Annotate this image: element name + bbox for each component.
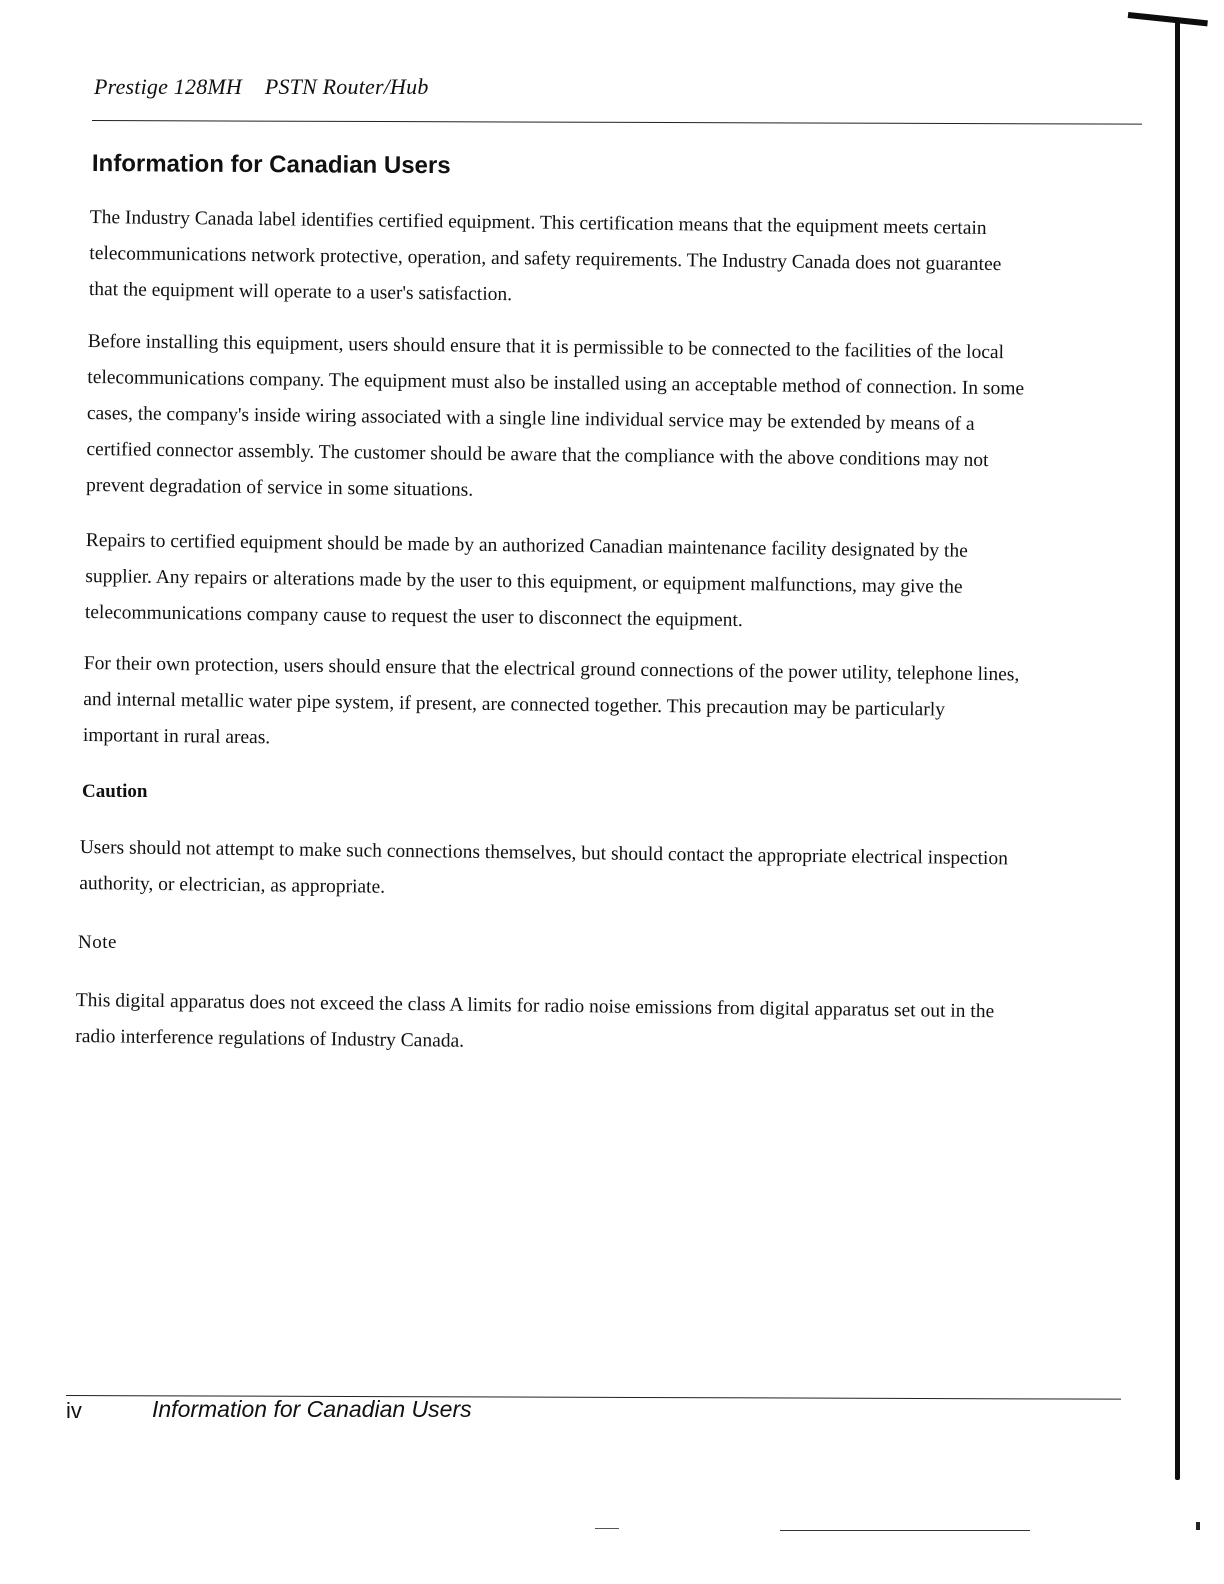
- scan-speck: [595, 1528, 619, 1529]
- paragraph-line: Users should not attempt to make such connections themselves, but should contact the appropriate electrical inspection: [79, 836, 1009, 870]
- scan-speck: [1196, 1522, 1200, 1530]
- paragraph-line: that the equipment will operate to a user's satisfaction.: [88, 278, 513, 306]
- scan-binding-edge: [1175, 20, 1180, 1480]
- paragraph-line: important in rural areas.: [82, 724, 271, 749]
- section-heading: Information for Canadian Users: [91, 150, 451, 180]
- paragraph-line: telecommunications company cause to request the user to disconnect the equipment.: [84, 601, 743, 632]
- paragraph-line: supplier. Any repairs or alterations made by the user to this equipment, or equipment malfunctions, may give the: [85, 565, 963, 598]
- note-paragraph: [75, 983, 994, 1066]
- paragraph-line: Repairs to certified equipment should be made by an authorized Canadian maintenance facility designated by the: [85, 529, 968, 562]
- header-rule: [92, 120, 1142, 125]
- note-heading: Note: [78, 932, 117, 953]
- paragraph-line: cases, the company's inside wiring associated with a single line individual service may be extended by means of a: [86, 402, 975, 435]
- paragraph-line: authority, or electrician, as appropriate.: [79, 872, 386, 898]
- scan-binding-cap: [1128, 12, 1208, 26]
- paragraph-before-installing: [86, 324, 1025, 515]
- paragraph-line: For their own protection, users should ensure that the electrical ground connections of the power utility, telephone lines,: [83, 652, 1020, 686]
- paragraph-line: certified connector assembly. The customer should be aware that the compliance with the above conditions may not: [86, 438, 989, 472]
- paragraph-own-protection: [83, 646, 1020, 765]
- paragraph-line: This digital apparatus does not exceed the class A limits for radio noise emissions from digital apparatus set out in the: [75, 989, 995, 1023]
- scan-speck: [780, 1530, 1030, 1531]
- paragraph-line: and internal metallic water pipe system, if present, are connected together. This precaution may be particularly: [83, 688, 946, 721]
- footer-page-number: iv: [66, 1398, 82, 1423]
- paragraph-line: telecommunications network protective, operation, and safety requirements. The Industry Canada does not guarantee: [89, 242, 1002, 276]
- paragraph-industry-canada-label: [89, 200, 1002, 319]
- paragraph-line: telecommunications company. The equipment must also be installed using an acceptable method of connection. In some: [87, 366, 1025, 400]
- running-header: Prestige 128MH PSTN Router/Hub: [94, 74, 429, 99]
- paragraph-line: prevent degradation of service in some situations.: [85, 474, 474, 501]
- paragraph-line: The Industry Canada label identifies certified equipment. This certification means that the equipment meets certain: [89, 206, 987, 239]
- paragraph-repairs: [85, 523, 968, 642]
- paragraph-line: Before installing this equipment, users should ensure that it is permissible to be connected to the facilities of the local: [87, 330, 1005, 364]
- footer-title: Information for Canadian Users: [152, 1396, 472, 1422]
- caution-paragraph: [79, 830, 1008, 913]
- paragraph-line: radio interference regulations of Industry Canada.: [75, 1025, 465, 1052]
- caution-heading: Caution: [82, 781, 148, 802]
